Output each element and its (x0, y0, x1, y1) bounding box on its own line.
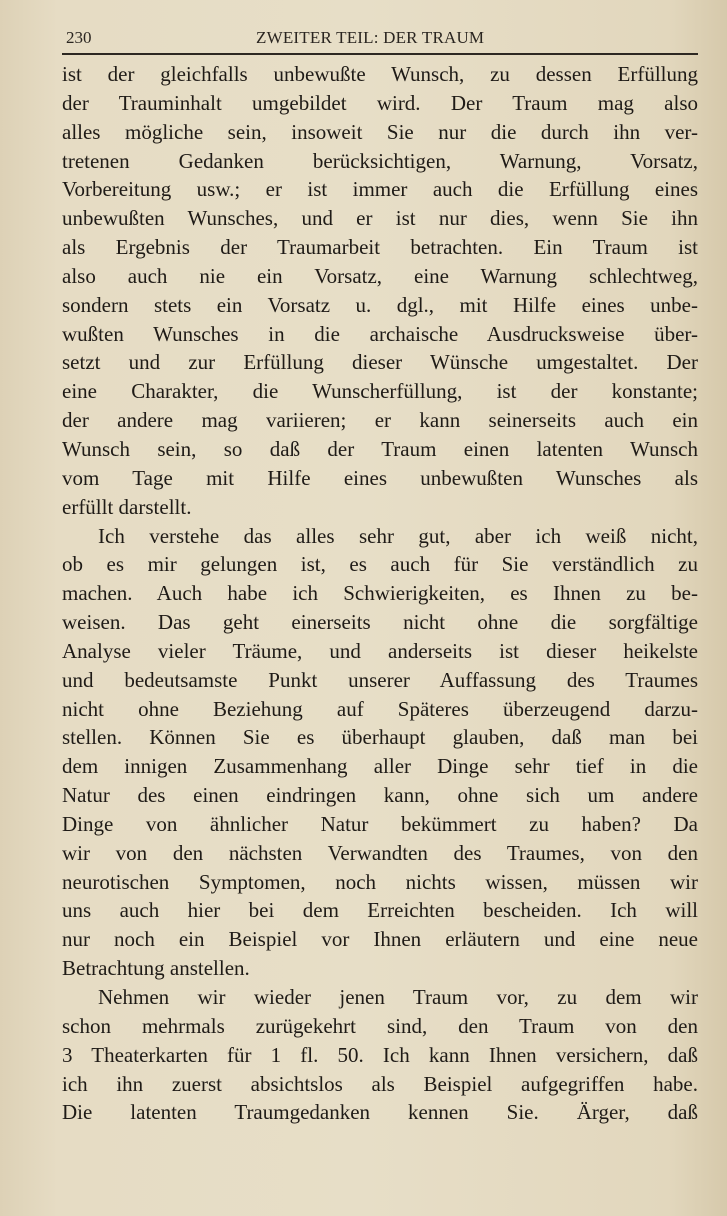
paragraph-start-line: Nehmen wir wieder jenen Traum vor, zu dem wir (98, 985, 698, 1009)
text-line: ist der gleichfalls unbewußte Wunsch, zu dessen Erfüllung (62, 62, 698, 86)
text-line: Dinge von ähnlicher Natur bekümmert zu haben? Da (62, 811, 698, 836)
text-line: uns auch hier bei dem Erreichten bescheiden. Ich will (62, 898, 698, 923)
text-line: wußten Wunsches in die archaische Ausdrucksweise über- (62, 321, 698, 346)
running-head-title: ZWEITER TEIL: DER TRAUM (256, 28, 485, 47)
text-line: Die latenten Traumgedanken kennen Sie. Ärger, daß (62, 1100, 698, 1125)
text-line: ob es mir gelungen ist, es auch für Sie verständlich zu (62, 552, 698, 577)
text-line: der Trauminhalt umgebildet wird. Der Traum mag also (62, 90, 698, 115)
text-line: unbewußten Wunsches, und er ist nur dies, wenn Sie ihn (62, 206, 698, 231)
text-line: stellen. Können Sie es überhaupt glauben, daß man bei (62, 725, 698, 750)
text-line: der andere mag variieren; er kann seinerseits auch ein (62, 408, 698, 433)
text-line: als Ergebnis der Traumarbeit betrachten. Ein Traum ist (62, 235, 698, 260)
header-rule (62, 53, 698, 55)
page-number: 230 (66, 28, 92, 47)
text-line: Natur des einen eindringen kann, ohne sich um andere (62, 783, 698, 808)
paragraph-end-line: erfüllt darstellt. (62, 494, 192, 519)
body-text (62, 60, 698, 1127)
text-line: nur noch ein Beispiel vor Ihnen erläutern und eine neue (62, 927, 698, 952)
text-line: 3 Theaterkarten für 1 fl. 50. Ich kann Ihnen versichern, daß (62, 1042, 698, 1067)
running-head (62, 28, 698, 52)
paragraph-start-line: Ich verstehe das alles sehr gut, aber ich weiß nicht, (98, 523, 698, 548)
text-line: tretenen Gedanken berücksichtigen, Warnung, Vorsatz, (62, 148, 698, 173)
text-line: Vorbereitung usw.; er ist immer auch die Erfüllung eines (62, 177, 698, 202)
paragraph-end-line: Betrachtung anstellen. (62, 956, 250, 981)
text-line: sondern stets ein Vorsatz u. dgl., mit Hilfe eines unbe- (62, 292, 698, 317)
text-line: also auch nie ein Vorsatz, eine Warnung schlechtweg, (62, 263, 698, 288)
text-line: Wunsch sein, so daß der Traum einen latenten Wunsch (62, 436, 698, 461)
text-line: setzt und zur Erfüllung dieser Wünsche umgestaltet. Der (62, 350, 698, 375)
text-line: und bedeutsamste Punkt unserer Auffassung des Traumes (62, 667, 698, 692)
text-line: weisen. Das geht einerseits nicht ohne die sorgfältige (62, 610, 698, 635)
text-line: dem innigen Zusammenhang aller Dinge sehr tief in die (62, 754, 698, 779)
text-line: vom Tage mit Hilfe eines unbewußten Wunsches als (62, 465, 698, 490)
text-line: nicht ohne Beziehung auf Späteres überzeugend darzu- (62, 696, 698, 721)
text-line: ich ihn zuerst absichtslos als Beispiel aufgegriffen habe. (62, 1071, 698, 1096)
text-line: wir von den nächsten Verwandten des Traumes, von den (62, 840, 698, 865)
text-line: alles mögliche sein, insoweit Sie nur die durch ihn ver- (62, 119, 698, 144)
text-line: neurotischen Symptomen, noch nichts wissen, müssen wir (62, 869, 698, 894)
text-line: schon mehrmals zurügekehrt sind, den Traum von den (62, 1013, 698, 1038)
text-line: eine Charakter, die Wunscherfüllung, ist der konstante; (62, 379, 698, 404)
text-line: Analyse vieler Träume, und anderseits ist dieser heikelste (62, 638, 698, 663)
text-line: machen. Auch habe ich Schwierigkeiten, es Ihnen zu be- (62, 581, 698, 606)
